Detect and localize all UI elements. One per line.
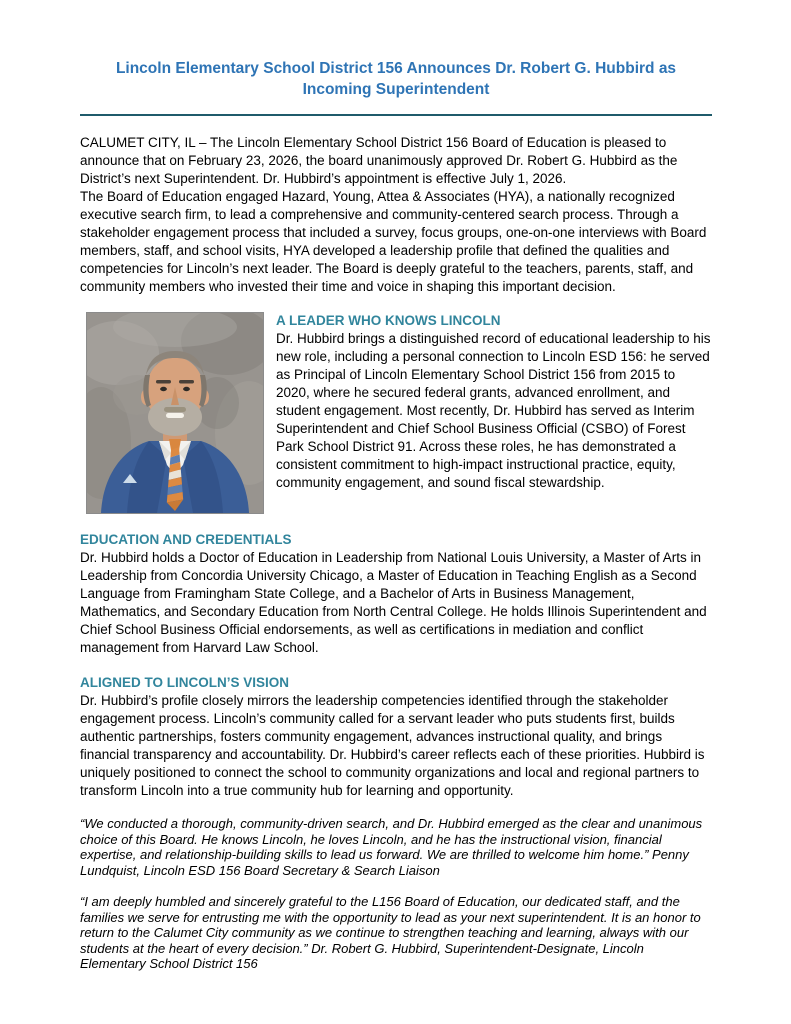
portrait-illustration [87,313,263,513]
intro-paragraph-2: The Board of Education engaged Hazard, Young, Attea & Associates (HYA), a nationally recognized executive search firm, to lead a comprehensive and community-centered search process. Through a stakeholder engagement process that included a survey, focus groups, one-on-one interviews with Board members, staff, and school visits, HYA developed a leadership profile that defined the qualities and competencies for Lincoln’s next leader. The Board is deeply grateful to the teachers, parents, staff, and community members who invested their time and voice in shaping this important decision. [80,189,707,294]
vision-body: Dr. Hubbird’s profile closely mirrors the leadership competencies identified through the stakeholder engagement process. Lincoln’s community called for a servant leader who puts students first, builds authentic partnerships, fosters community engagement, advances instructional quality, and brings financial transparency and accountability. Dr. Hubbird’s career reflects each of these priorities. Hubbird is uniquely positioned to connect the school to community organizations and local and regional partners to transform Lincoln into a true community hub for learning and opportunity. [80,693,705,798]
section-heading-education: EDUCATION AND CREDENTIALS [80,532,292,547]
title-divider [80,114,712,116]
vision-section [80,674,712,800]
section-heading-vision: ALIGNED TO LINCOLN’S VISION [80,675,290,690]
section-heading-leader: A LEADER WHO KNOWS LINCOLN [276,313,501,328]
quote-board-secretary: “We conducted a thorough, community-driven search, and Dr. Hubbird emerged as the clear and unanimous choice of this Board. He knows Lincoln, he loves Lincoln, and he has the instructional vision, financial expertise, and relationship-building skills to lead us forward. We are thrilled to welcome him home.” Penny Lundquist, Lincoln ESD 156 Board Secretary & Search Liaison [80,816,703,878]
leader-section [80,312,712,514]
intro-paragraph-1: CALUMET CITY, IL – The Lincoln Elementary School District 156 Board of Education is pleased to announce that on February 23, 2026, the board unanimously approved Dr. Robert G. Hubbird as the District’s next Superintendent. Dr. Hubbird’s appointment is effective July 1, 2026. [80,135,678,186]
leader-text-column [276,312,712,514]
portrait-photo [86,312,264,514]
education-section [80,531,712,657]
leader-body: Dr. Hubbird brings a distinguished record of educational leadership to his new role, including a personal connection to Lincoln ESD 156: he served as Principal of Lincoln Elementary School District 156 from 2015 to 2020, where he secured federal grants, advanced enrollment, and student engagement. Most recently, Dr. Hubbird has served as Interim Superintendent and Chief School Business Official (CSBO) of Forest Park School District 91. Across these roles, he has demonstrated a consistent commitment to high-impact instructional practice, equity, community engagement, and sound fiscal stewardship. [276,331,711,490]
page-title: Lincoln Elementary School District 156 Announces Dr. Robert G. Hubbird as Incoming Superintendent [115,60,677,98]
education-body: Dr. Hubbird holds a Doctor of Education in Leadership from National Louis University, a Master of Arts in Leadership from Concordia University Chicago, a Master of Education in Teaching English as a Second Language from Framingham State College, and a Bachelor of Arts in Business Management, Mathematics, and Secondary Education from North Central College. He holds Illinois Superintendent and Chief School Business Official endorsements, as well as certifications in mediation and conflict management from Harvard Law School. [80,550,707,655]
quote-superintendent-designate: “I am deeply humbled and sincerely grateful to the L156 Board of Education, our dedicated staff, and the families we serve for entrusting me with the opportunity to lead as your next superintendent. It is an honor to return to the Calumet City community as we continue to strengthen teaching and learning, always with our students at the heart of every decision.” Dr. Robert G. Hubbird, Superintendent-Designate, Lincoln Elementary School District 156 [80,894,701,971]
